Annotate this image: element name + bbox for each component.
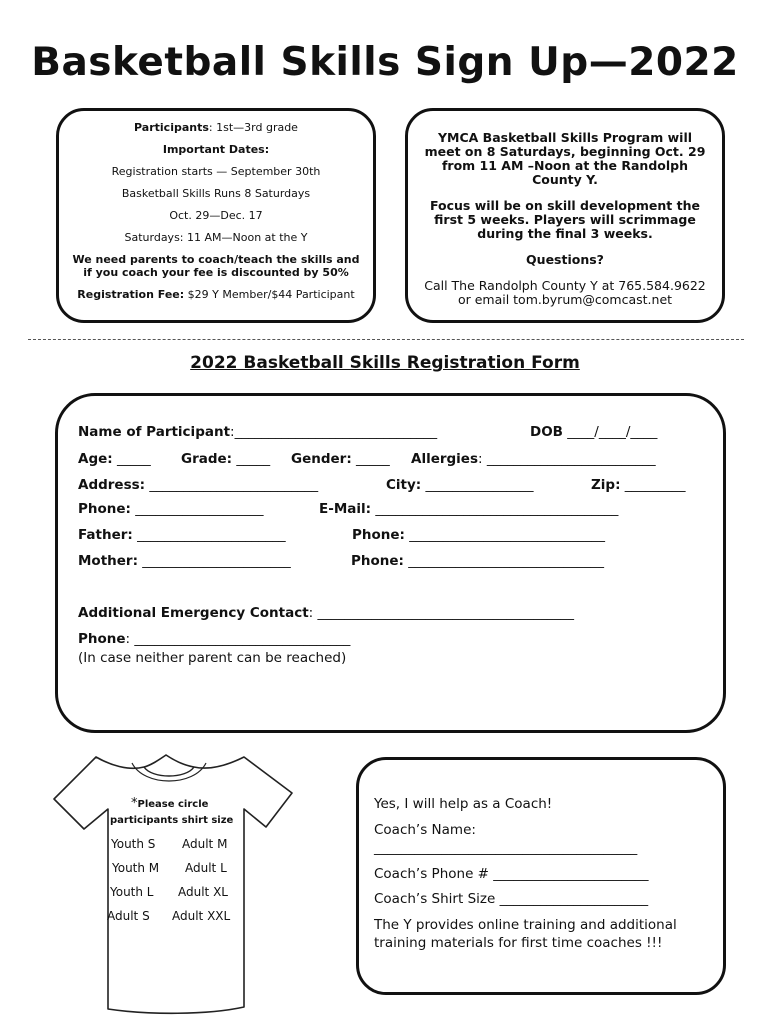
info-box-dates [56,108,376,323]
allergies-label: Allergies [411,451,478,467]
size-adult-xl[interactable]: Adult XL [178,885,228,899]
mother-label: Mother: [78,553,138,569]
registration-starts: Registration starts — September 30th [111,165,321,178]
age-row [78,451,151,467]
phone-field[interactable]: ___________________ [130,501,264,517]
email-field[interactable]: ____________________________________ [371,501,619,517]
size-adult-xxl[interactable]: Adult XXL [172,909,231,923]
grade-field[interactable]: _____ [232,451,271,467]
size-youth-s[interactable]: Youth S [111,837,156,851]
dob-label: DOB [530,424,563,440]
fee-value: $29 Y Member/$44 Participant [184,288,355,301]
participants-value: : 1st—3rd grade [208,121,298,134]
questions-heading: Questions? [526,252,604,267]
focus-line-3: during the final 3 weeks. [477,226,653,241]
address-field[interactable]: _________________________ [145,477,319,493]
time-text: Saturdays: 11 AM—Noon at the Y [124,231,308,244]
email-row [319,501,618,517]
coach-note-1: We need parents to coach/teach the skills and [72,253,360,266]
dates-text: Oct. 29—Dec. 17 [169,209,263,222]
important-dates-heading: Important Dates: [162,143,270,156]
zip-field[interactable]: _________ [620,477,686,493]
info-box-program [405,108,725,323]
emergency-note: (In case neither parent can be reached) [78,650,347,666]
father-phone-field[interactable]: _____________________________ [404,527,605,543]
shirt-instruction-line-1: *Please circle [131,796,209,811]
coach-name-field[interactable]: _______________________________________ [374,840,638,856]
grade-row [181,451,270,467]
gender-label: Gender: [291,451,352,467]
size-youth-m[interactable]: Youth M [112,861,160,875]
mother-phone-row [351,553,604,569]
city-field[interactable]: ________________ [421,477,534,493]
dob-field[interactable]: ____/____/____ [562,424,658,440]
emergency-phone-row [78,631,350,647]
address-row [78,477,318,493]
dob-row [530,424,657,440]
emergency-field[interactable]: : ______________________________________ [308,605,574,621]
address-label: Address: [78,477,146,493]
coach-note-line-1: The Y provides online training and additional [374,917,677,933]
gender-row [291,451,390,467]
allergies-field[interactable]: : _________________________ [478,451,656,467]
page-title: Basketball Skills Sign Up—2022 [31,40,739,85]
mother-phone-field[interactable]: _____________________________ [403,553,604,569]
grade-label: Grade: [181,451,233,467]
emergency-row [78,605,574,621]
phone-label: Phone: [78,501,131,517]
father-row [78,527,286,543]
focus-line-1: Focus will be on skill development the [429,198,700,213]
father-field[interactable]: ______________________ [132,527,286,543]
runs-text: Basketball Skills Runs 8 Saturdays [121,187,311,200]
mother-field[interactable]: ______________________ [138,553,291,569]
program-line-1: YMCA Basketball Skills Program will [437,130,693,145]
name-label: Name of Participant [78,424,231,440]
participants-label: Participants [134,121,209,134]
coach-name-label: Coach’s Name: [374,822,476,838]
coach-note-2: if you coach your fee is discounted by 50% [83,266,349,279]
form-title: 2022 Basketball Skills Registration Form [190,353,580,373]
zip-row [591,477,686,493]
program-line-4: County Y. [532,172,598,187]
coach-shirt-field[interactable]: Coach’s Shirt Size ______________________ [374,891,649,907]
coach-help-text: Yes, I will help as a Coach! [374,796,553,812]
mother-phone-label: Phone: [351,553,404,569]
size-adult-s[interactable]: Adult S [107,909,150,923]
cut-line [28,339,744,340]
call-line-2: or email tom.byrum@comcast.net [457,292,673,307]
emergency-phone-field[interactable]: : ________________________________ [125,631,351,647]
size-adult-l[interactable]: Adult L [185,861,227,875]
participant-name-row [78,424,437,440]
father-phone-label: Phone: [352,527,405,543]
city-label: City: [386,477,422,493]
program-line-2: meet on 8 Saturdays, beginning Oct. 29 [424,144,706,159]
age-label: Age: [78,451,113,467]
gender-field[interactable]: _____ [351,451,390,467]
emergency-phone-label: Phone [78,631,126,647]
age-field[interactable]: _____ [112,451,151,467]
shirt-instruction-line-2: participants shirt size [110,815,234,826]
size-adult-m[interactable]: Adult M [182,837,228,851]
emergency-label: Additional Emergency Contact [78,605,309,621]
city-row [386,477,533,493]
zip-label: Zip: [591,477,621,493]
call-line-1: Call The Randolph County Y at 765.584.9622 [424,278,706,293]
allergies-row [411,451,656,467]
size-youth-l[interactable]: Youth L [110,885,154,899]
father-phone-row [352,527,605,543]
fee-label: Registration Fee: [77,288,185,301]
tshirt-icon [48,745,298,1020]
name-field[interactable]: :______________________________ [230,424,438,440]
father-label: Father: [78,527,133,543]
coach-phone-field[interactable]: Coach’s Phone # _______________________ [374,866,649,882]
program-line-3: from 11 AM –Noon at the Randolph [441,158,688,173]
focus-line-2: first 5 weeks. Players will scrimmage [434,212,696,227]
phone-row [78,501,264,517]
coach-note-line-2: training materials for first time coaches !!! [374,935,663,951]
email-label: E-Mail: [319,501,372,517]
mother-row [78,553,291,569]
